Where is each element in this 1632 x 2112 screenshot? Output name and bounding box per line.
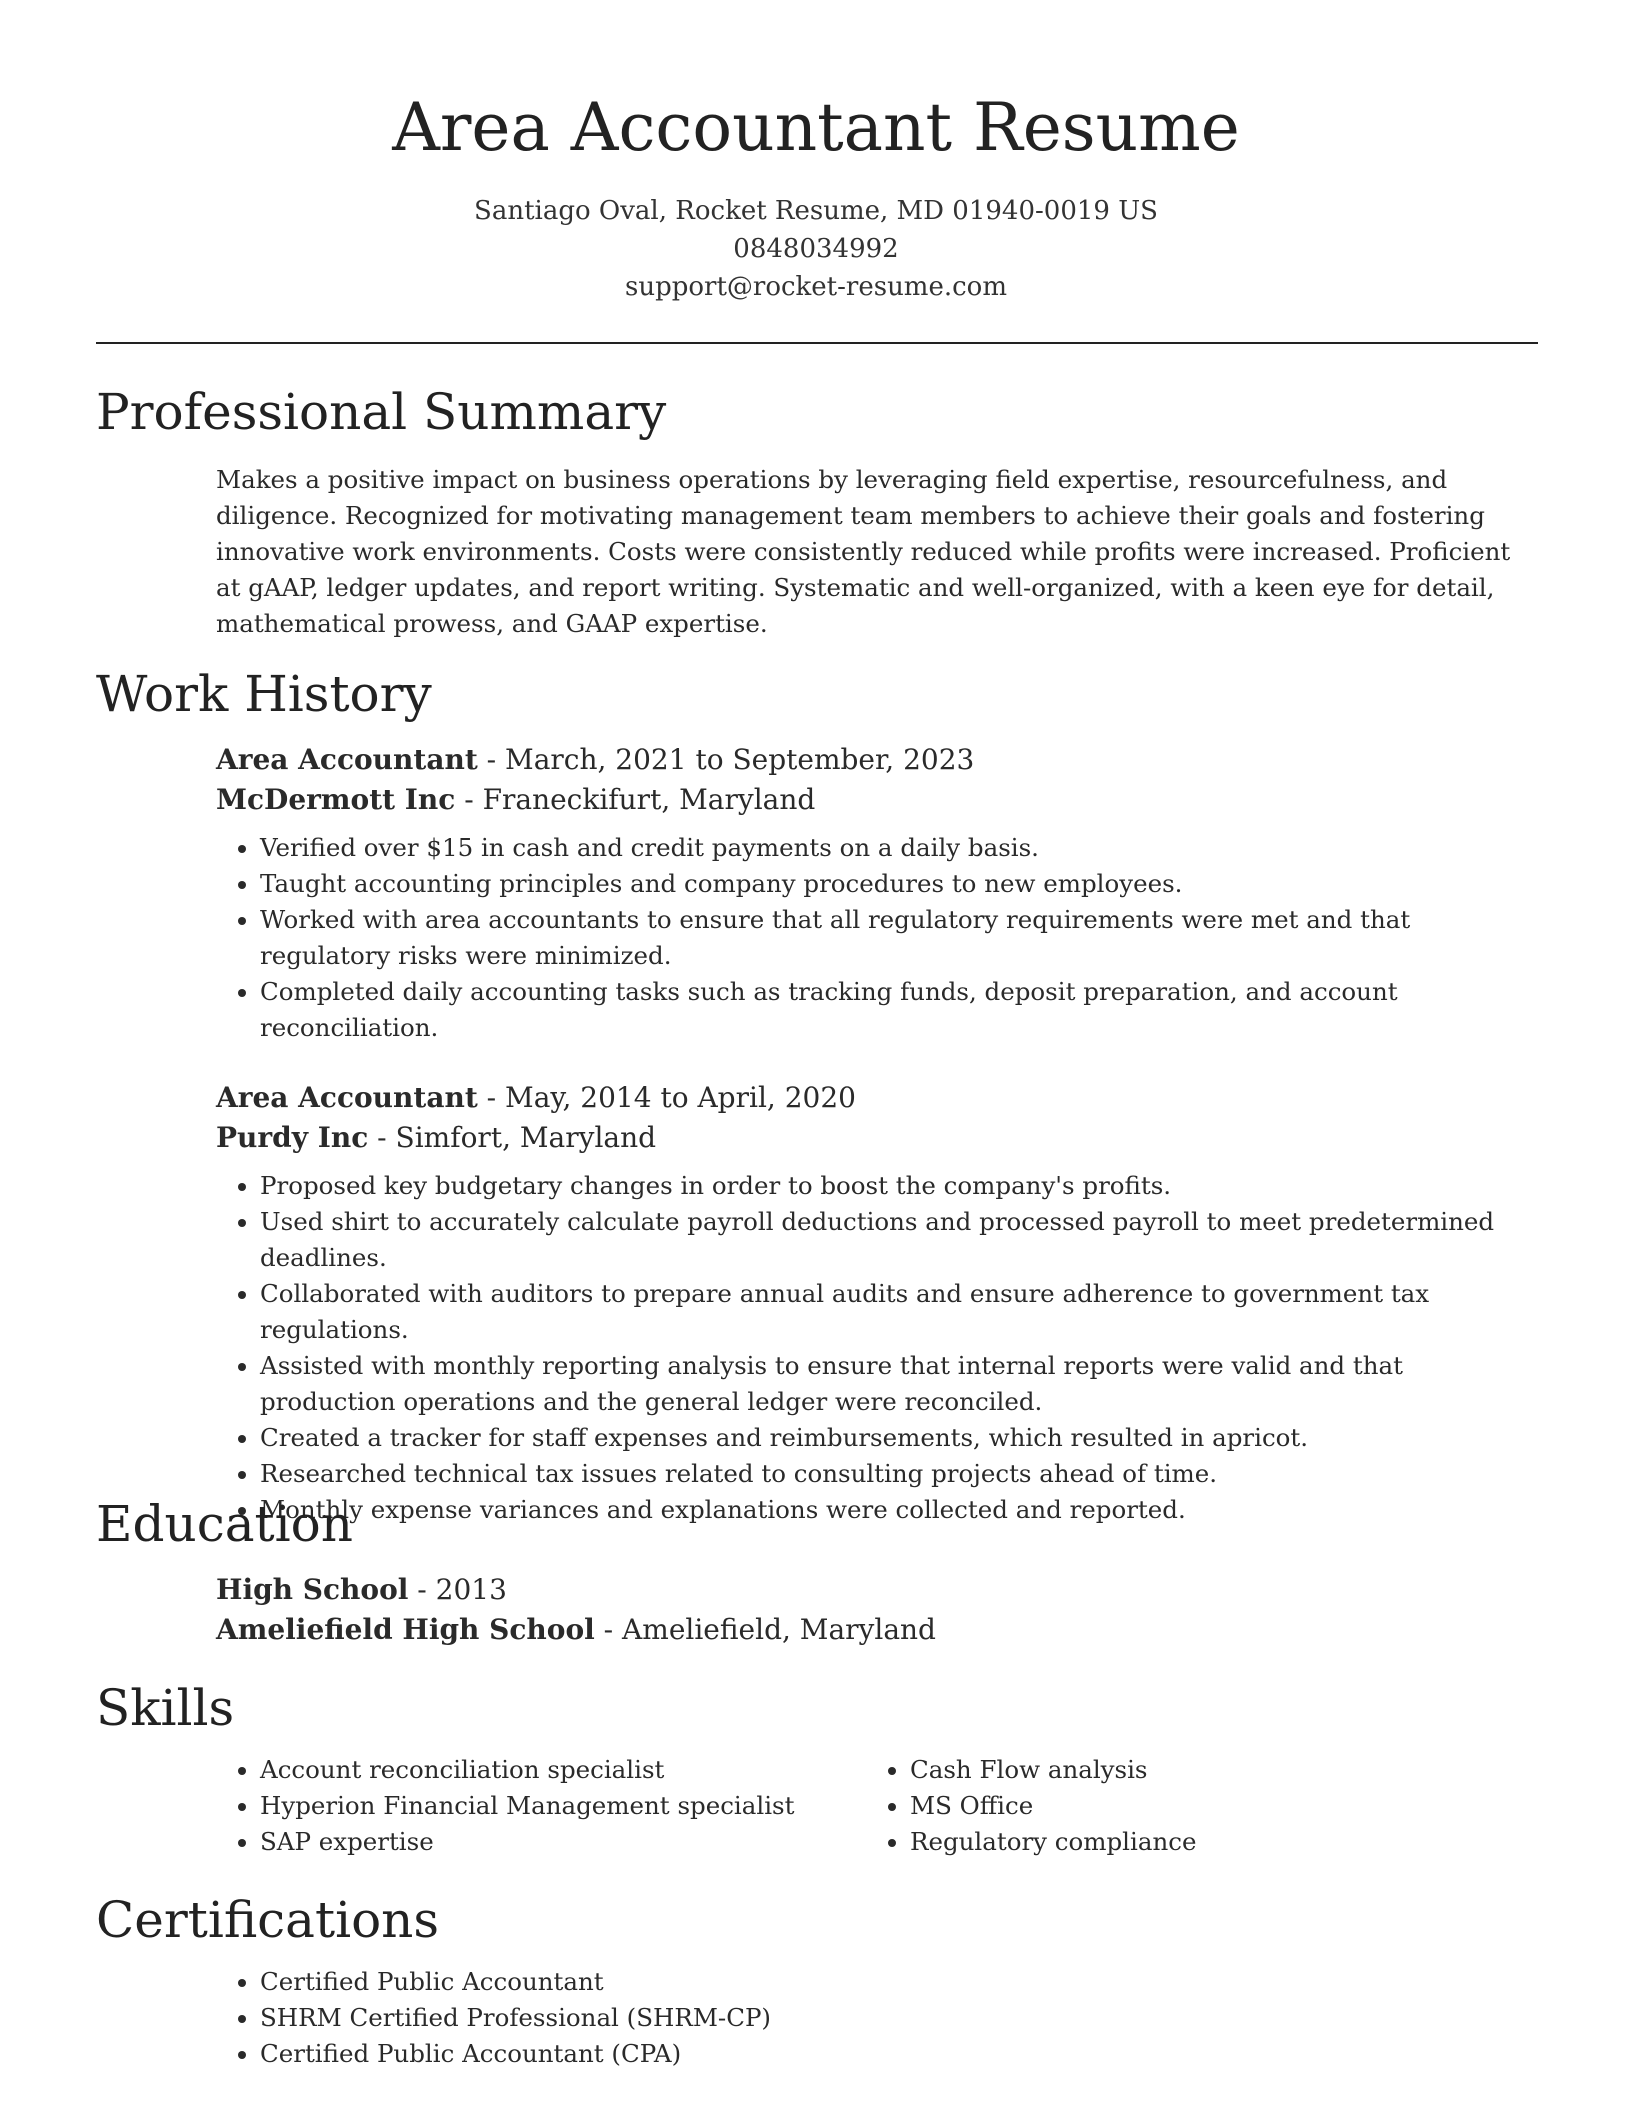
job-title: Area Accountant <box>216 743 478 776</box>
work-history-heading: Work History <box>96 665 432 723</box>
summary-text: Makes a positive impact on business operations by leveraging field expertise, resourcefulness, and diligence. Recognized for motivating management team members to achieve their goals and fostering innovative work environments. Costs were consistently reduced while profits were increased. Proficient at gAAP, ledger updates, and report writing. Systematic and well-organized, with a keen eye for detail, mathematical prowess, and GAAP expertise. <box>216 465 1511 638</box>
job-entry <box>216 740 1538 1046</box>
certification-item: • Certified Public Accountant (CPA) <box>260 2036 1538 2072</box>
skills-section <box>96 1676 1538 1860</box>
job-bullet: • Assisted with monthly reporting analysis to ensure that internal reports were valid and that production operations and the general ledger were reconciled. <box>260 1348 1538 1420</box>
job-bullet: • Collaborated with auditors to prepare annual audits and ensure adherence to government tax regulations. <box>260 1276 1538 1348</box>
skills-grid <box>216 1752 1538 1860</box>
skills-list <box>866 1752 1466 1860</box>
skill-item: • MS Office <box>910 1788 1466 1824</box>
skills-list <box>216 1752 866 1860</box>
job-bullet: • Worked with area accountants to ensure that all regulatory requirements were met and that regulatory risks were minimized. <box>260 902 1538 974</box>
skill-item: • Cash Flow analysis <box>910 1752 1466 1788</box>
education-heading: Education <box>96 1495 353 1553</box>
job-bullet: • Verified over $15 in cash and credit payments on a daily basis. <box>260 830 1538 866</box>
skills-column <box>866 1752 1466 1860</box>
degree-line <box>216 1570 1538 1610</box>
job-bullet: • Proposed key budgetary changes in order to boost the company's profits. <box>260 1168 1538 1204</box>
job-company-line <box>216 780 1538 820</box>
skill-item: • SAP expertise <box>260 1824 866 1860</box>
certification-item: • Certified Public Accountant <box>260 1964 1538 2000</box>
work-history-section <box>96 662 1538 1528</box>
job-bullet: • Created a tracker for staff expenses and reimbursements, which resulted in apricot. <box>260 1420 1538 1456</box>
job-location: - Franeckifurt, Maryland <box>455 783 816 816</box>
resume-header <box>0 0 1632 306</box>
job-bullets <box>216 1168 1538 1528</box>
job-title-line <box>216 1078 1538 1118</box>
header-divider <box>96 342 1538 344</box>
certifications-list-wrap <box>216 1964 1538 2072</box>
job-bullet: • Taught accounting principles and company procedures to new employees. <box>260 866 1538 902</box>
email: support@rocket-resume.com <box>624 272 1007 302</box>
job-entry <box>216 1078 1538 1528</box>
certifications-section <box>96 1888 1538 2072</box>
job-dates: - May, 2014 to April, 2020 <box>477 1081 856 1114</box>
job-bullet: • Researched technical tax issues related to consulting projects ahead of time. <box>260 1456 1538 1492</box>
resume-title: Area Accountant Resume <box>392 89 1240 166</box>
address: Santiago Oval, Rocket Resume, MD 01940-0019 US <box>474 196 1158 226</box>
certifications-list <box>216 1964 1538 2072</box>
degree: High School <box>216 1573 409 1606</box>
job-title-line <box>216 740 1538 780</box>
job-dates: - March, 2021 to September, 2023 <box>477 743 975 776</box>
summary-section <box>96 380 1538 642</box>
skills-column <box>216 1752 866 1860</box>
certifications-heading: Certifications <box>96 1891 440 1949</box>
certification-item: • SHRM Certified Professional (SHRM-CP) <box>260 2000 1538 2036</box>
skill-item: • Hyperion Financial Management specialist <box>260 1788 866 1824</box>
summary-heading: Professional Summary <box>96 383 667 441</box>
job-bullet: • Used shirt to accurately calculate payroll deductions and processed payroll to meet predetermined deadlines. <box>260 1204 1538 1276</box>
skill-item: • Regulatory compliance <box>910 1824 1466 1860</box>
graduation-year: - 2013 <box>408 1573 507 1606</box>
school-name: Ameliefield High School <box>216 1613 595 1646</box>
job-bullet: • Monthly expense variances and explanations were collected and reported. <box>260 1492 1538 1528</box>
job-location: - Simfort, Maryland <box>368 1121 657 1154</box>
job-company-line <box>216 1118 1538 1158</box>
contact-info <box>0 192 1632 306</box>
education-section <box>96 1492 1538 1650</box>
skill-item: • Account reconciliation specialist <box>260 1752 866 1788</box>
job-company: McDermott Inc <box>216 783 456 816</box>
skills-heading: Skills <box>96 1679 235 1737</box>
job-company: Purdy Inc <box>216 1121 369 1154</box>
school-line <box>216 1610 1538 1650</box>
job-title: Area Accountant <box>216 1081 478 1114</box>
phone: 0848034992 <box>733 234 899 264</box>
job-bullets <box>216 830 1538 1046</box>
school-location: - Ameliefield, Maryland <box>594 1613 936 1646</box>
education-entry <box>216 1570 1538 1650</box>
job-bullet: • Completed daily accounting tasks such as tracking funds, deposit preparation, and account reconciliation. <box>260 974 1538 1046</box>
